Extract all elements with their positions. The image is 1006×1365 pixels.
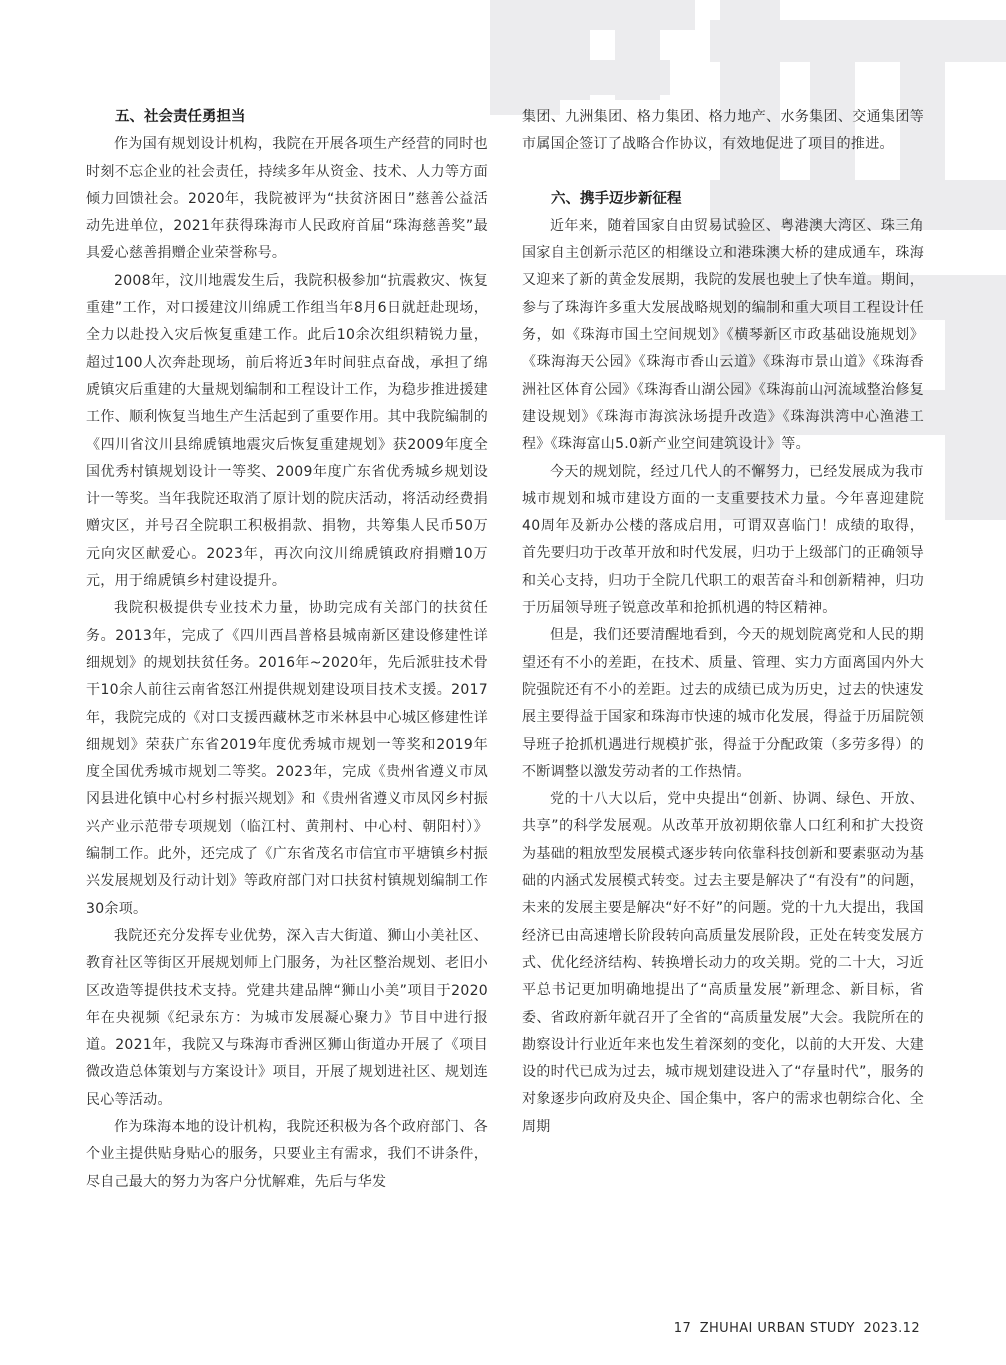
body-paragraph: 2008年，汶川地震发生后，我院积极参加“抗震救灾、恢复重建”工作，对口援建汶川绵虒工作组当年8月6日就赶赴现场，全力以赴投入灾后恢复重建工作。此后10余次组织精锐力量，超过100人次奔赴现场，前后将近3年时间驻点奋战，承担了绵虒镇灾后重建的大量规划编制和工程设计工作，为稳步推进援建工作、顺利恢复当地生产生活起到了重要作用。其中我院编制的《四川省汶川县绵虒镇地震灾后恢复重建规划》获2009年度全国优秀村镇规划设计一等奖、2009年度广东省优秀城乡规划设计一等奖。当年我院还取消了原计划的院庆活动，将活动经费捐赠灾区，并号召全院职工积极捐款、捐物，共筹集人民币50万元向灾区献爱心。2023年，再次向汶川绵虒镇政府捐赠10万元，用于绵虒镇乡村建设提升。 <box>86 272 488 590</box>
page-number: 17 <box>673 1321 692 1336</box>
issue-date: 2023.12 <box>863 1321 920 1336</box>
body-paragraph: 作为国有规划设计机构，我院在开展各项生产经营的同时也时刻不忘企业的社会责任，持续多年从资金、技术、人力等方面倾力回馈社会。2020年，我院被评为“扶贫济困日”慈善公益活动先进单位，2021年获得珠海市人民政府首届“珠海慈善奖”最具爱心慈善捐赠企业荣誉称号。 <box>86 136 488 262</box>
section-heading-social-responsibility: 五、社会责任勇担当 <box>115 109 246 125</box>
right-column <box>522 104 924 1141</box>
body-paragraph: 党的十八大以后，党中央提出“创新、协调、绿色、开放、共享”的科学发展观。从改革开放初期依靠人口红利和扩大投资为基础的粗放型发展模式逐步转向依靠科技创新和要素驱动为基础的内涵式发展模式转变。过去主要是解决了“有没有”的问题，未来的发展主要是解决“好不好”的问题。党的十九大提出，我国经济已由高速增长阶段转向高质量发展阶段，正处在转变发展方式、优化经济结构、转换增长动力的攻关期。党的二十大，习近平总书记更加明确地提出了“高质量发展”新理念、新目标，省委、省政府新年就召开了全省的“高质量发展”大会。我院所在的勘察设计行业近年来也发生着深刻的变化，以前的大开发、大建设的时代已成为过去，城市规划建设进入了“存量时代”，服务的对象逐步向政府及央企、国企集中，客户的需求也朝综合化、全周期 <box>522 791 924 1135</box>
body-paragraph: 但是，我们还要清醒地看到，今天的规划院离党和人民的期望还有不小的差距，在技术、质量、管理、实力方面离国内外大院强院还有不小的差距。过去的成绩已成为历史，过去的快速发展主要得益于国家和珠海市快速的城市化发展，得益于历届院领导班子抢抓机遇进行规模扩张，得益于分配政策（多劳多得）的不断调整以激发劳动者的工作热情。 <box>522 627 924 780</box>
publication-name: ZHUHAI URBAN STUDY <box>699 1321 855 1336</box>
body-paragraph: 我院还充分发挥专业优势，深入吉大街道、狮山小美社区、教育社区等街区开展规划师上门服务，为社区整治规划、老旧小区改造等提供技术支持。党建共建品牌“狮山小美”项目于2020年在央视频《纪录东方：为城市发展凝心聚力》节目中进行报道。2021年，我院又与珠海市香洲区狮山街道办开展了《项目微改造总体策划与方案设计》项目，开展了规划进社区、规划连民心等活动。 <box>86 927 488 1108</box>
body-paragraph-continuation: 集团、九洲集团、格力集团、格力地产、水务集团、交通集团等市属国企签订了战略合作协议，有效地促进了项目的推进。 <box>522 109 924 153</box>
body-paragraph: 作为珠海本地的设计机构，我院还积极为各个政府部门、各个业主提供贴身贴心的服务，只要业主有需求，我们不讲条件，尽自己最大的努力为客户分忧解难，先后与华发 <box>86 1118 488 1190</box>
page-footer <box>670 1321 920 1336</box>
section-heading-new-journey: 六、携手迈步新征程 <box>551 190 682 207</box>
body-paragraph: 我院积极提供专业技术力量，协助完成有关部门的扶贫任务。2013年，完成了《四川西昌普格县城南新区建设修建性详细规划》的规划扶贫任务。2016年~2020年，先后派驻技术骨干10余人前往云南省怒江州提供规划建设项目技术支援。2017年，我院完成的《对口支援西藏林芝市米林县中心城区修建性详细规划》荣获广东省2019年度优秀城市规划一等奖和2019年度全国优秀城市规划二等奖。2023年，完成《贵州省遵义市凤冈县进化镇中心村乡村振兴规划》和《贵州省遵义市凤冈乡村振兴产业示范带专项规划（临江村、黄荆村、中心村、朝阳村）》编制工作。此外，还完成了《广东省茂名市信宜市平塘镇乡村振兴发展规划及行动计划》等政府部门对口扶贫村镇规划编制工作30余项。 <box>86 600 488 917</box>
body-paragraph: 近年来，随着国家自由贸易试验区、粤港澳大湾区、珠三角国家自主创新示范区的相继设立和港珠澳大桥的建成通车，珠海又迎来了新的黄金发展期，我院的发展也驶上了快车道。期间，参与了珠海许多重大发展战略规划的编制和重大项目工程设计任务，如《珠海市国土空间规划》《横琴新区市政基础设施规划》《珠海海天公园》《珠海市香山云道》《珠海市景山道》《珠海香洲社区体育公园》《珠海香山湖公园》《珠海前山河流域整治修复建设规划》《珠海市海滨泳场提升改造》《珠海洪湾中心渔港工程》《珠海富山5.0新产业空间建筑设计》等。 <box>522 217 924 453</box>
left-column <box>86 104 488 1196</box>
body-paragraph: 今天的规划院，经过几代人的不懈努力，已经发展成为我市城市规划和城市建设方面的一支重要技术力量。今年喜迎建院40周年及新办公楼的落成启用，可谓双喜临门！成绩的取得，首先要归功于改革开放和时代发展，归功于上级部门的正确领导和关心支持，归功于全院几代职工的艰苦奋斗和创新精神，归功于历届领导班子锐意改革和抢抓机遇的特区精神。 <box>522 463 924 617</box>
